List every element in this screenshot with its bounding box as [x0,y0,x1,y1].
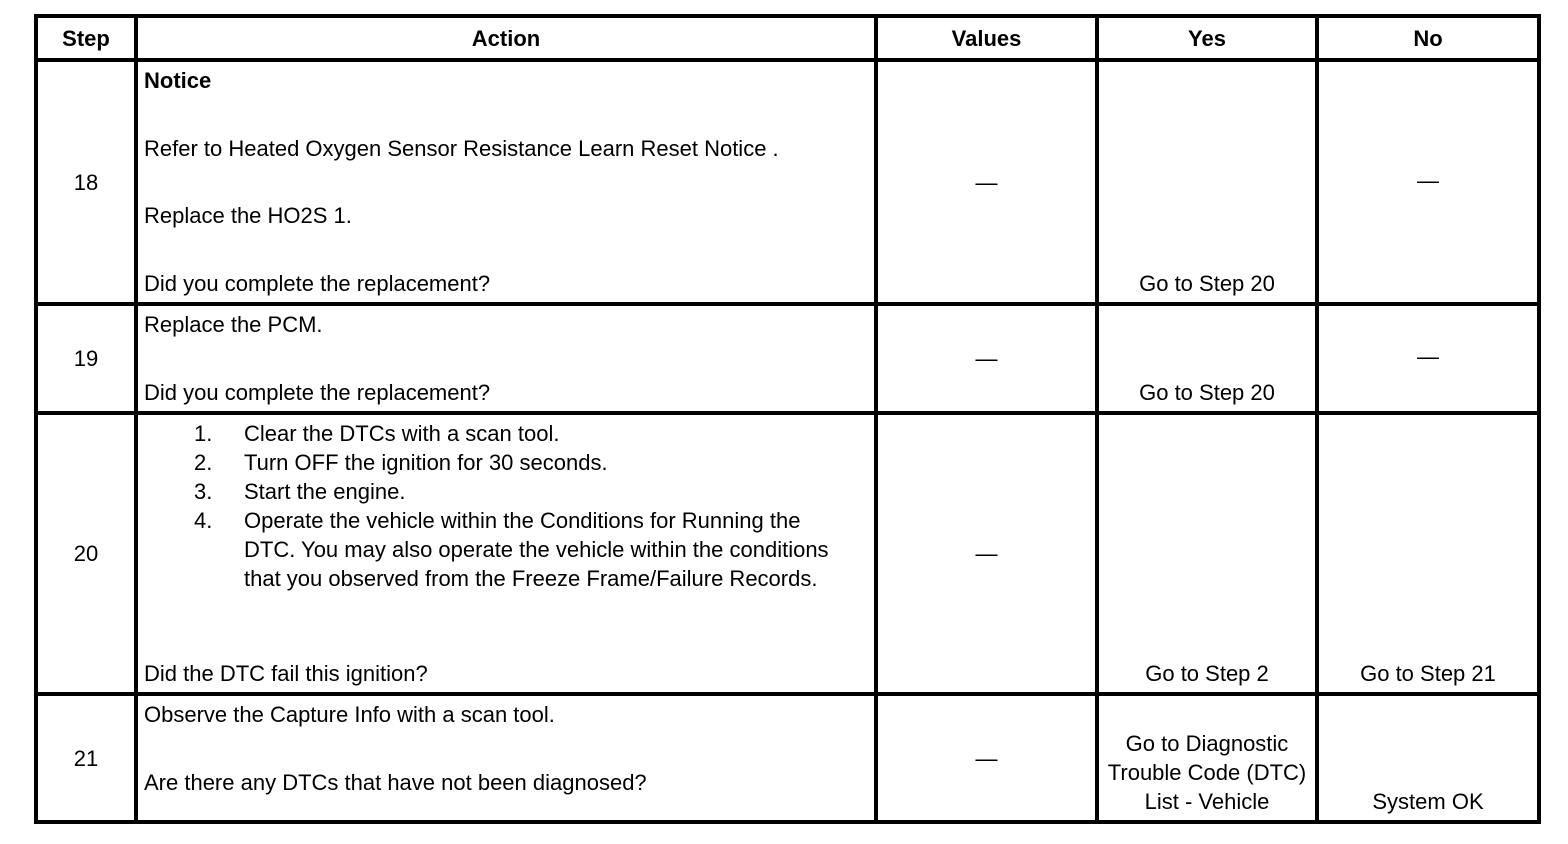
no-cell: System OK [1317,694,1539,822]
action-steps-list [144,419,868,593]
step-number: 18 [36,60,136,304]
header-values: Values [876,16,1097,60]
list-item-text: Clear the DTCs with a scan tool. [244,421,560,446]
values-cell: — [876,413,1097,694]
action-question: Did you complete the replacement? [144,380,491,405]
list-item [144,477,868,506]
action-question: Are there any DTCs that have not been diagnosed? [144,770,647,795]
yes-cell: Go to Step 20 [1097,60,1317,304]
list-item-number: 4. [194,508,213,533]
header-yes: Yes [1097,16,1317,60]
list-item [144,448,868,477]
no-cell: Go to Step 21 [1317,413,1539,694]
values-cell: — [876,60,1097,304]
action-question: Did the DTC fail this ignition? [144,661,428,686]
table-row [36,60,1539,304]
no-cell: — [1317,304,1539,413]
list-item [144,419,868,448]
action-content [144,419,868,688]
list-item-text: Start the engine. [244,479,406,504]
header-row [36,16,1539,60]
list-item-text: Turn OFF the ignition for 30 seconds. [244,450,608,475]
yes-cell: Go to Step 20 [1097,304,1317,413]
action-content [144,700,868,797]
action-cell [136,304,876,413]
values-cell: — [876,304,1097,413]
table-row [36,413,1539,694]
step-number: 19 [36,304,136,413]
action-cell [136,60,876,304]
action-paragraph: Observe the Capture Info with a scan tool. [144,702,555,727]
action-paragraph: Refer to Heated Oxygen Sensor Resistance Learn Reset Notice . [144,135,779,161]
no-cell: — [1317,60,1539,304]
header-no: No [1317,16,1539,60]
header-action: Action [136,16,876,60]
action-question: Did you complete the replacement? [144,270,491,296]
action-content [144,66,868,298]
header-step: Step [36,16,136,60]
table-row [36,304,1539,413]
values-cell: — [876,694,1097,822]
action-paragraph: Replace the PCM. [144,312,323,337]
yes-cell: Go to Diagnostic Trouble Code (DTC) List - Vehicle [1097,694,1317,822]
action-paragraph: Replace the HO2S 1. [144,203,352,229]
list-item [144,506,868,593]
list-item-number: 1. [194,421,213,446]
yes-cell: Go to Step 2 [1097,413,1317,694]
table-row [36,694,1539,822]
action-cell [136,413,876,694]
list-item-number: 3. [194,479,213,504]
list-item-number: 2. [194,450,213,475]
list-item-text: Operate the vehicle within the Conditions for Running the DTC. You may also operate the vehicle within the conditions that you observed from the Freeze Frame/Failure Records. [244,508,829,591]
step-number: 20 [36,413,136,694]
notice-title: Notice [144,68,212,93]
action-cell [136,694,876,822]
step-number: 21 [36,694,136,822]
diagnostic-table [34,14,1541,824]
action-content [144,310,868,407]
